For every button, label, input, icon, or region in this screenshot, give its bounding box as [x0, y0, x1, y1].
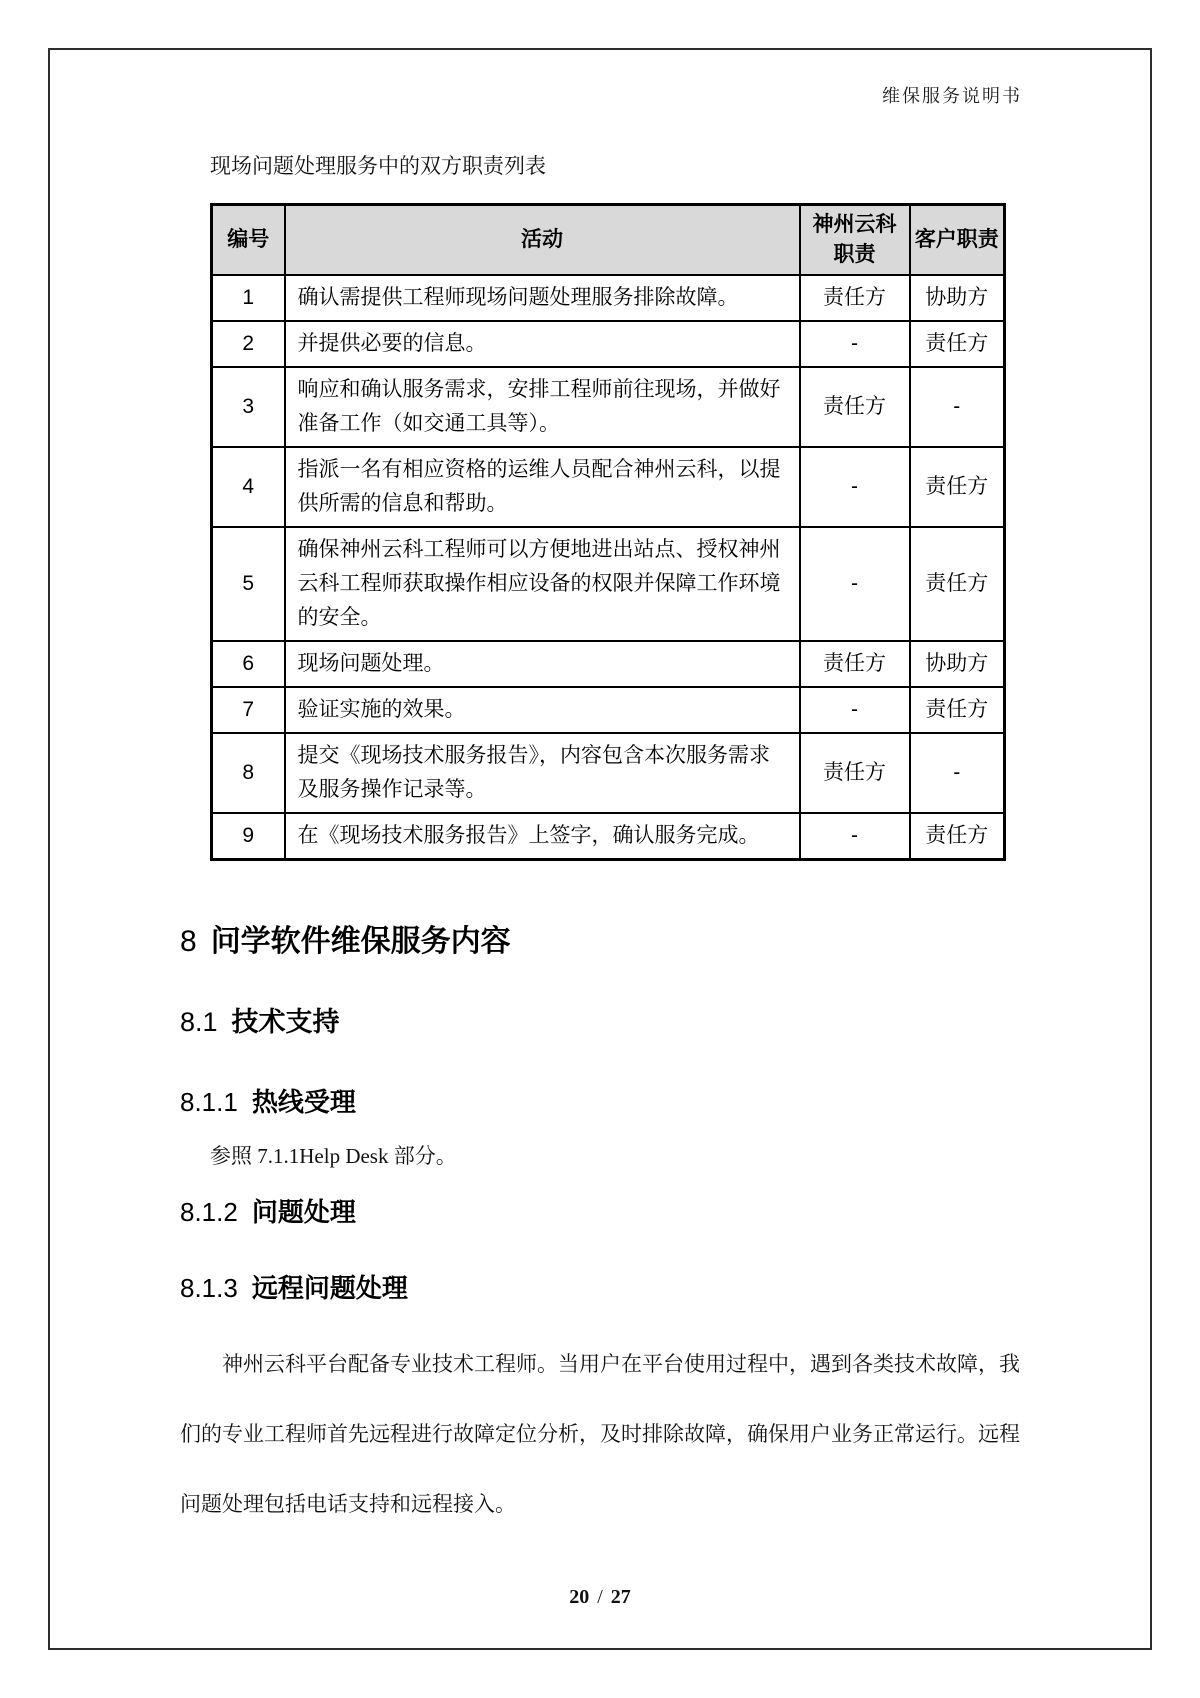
cell-dcloud-resp: -	[800, 447, 910, 527]
header-cell-number: 编号	[212, 205, 285, 276]
cell-dcloud-resp: -	[800, 687, 910, 733]
cell-customer-resp: 责任方	[910, 813, 1005, 860]
table-row	[212, 275, 1005, 321]
cell-number: 3	[212, 367, 285, 447]
page-footer	[0, 1586, 1200, 1609]
cell-activity: 现场问题处理。	[285, 641, 800, 687]
heading-title: 技术支持	[231, 1007, 340, 1037]
table-row	[212, 813, 1005, 860]
cell-number: 9	[212, 813, 285, 860]
cell-customer-resp: -	[910, 733, 1005, 813]
cell-activity: 响应和确认服务需求，安排工程师前往现场，并做好准备工作（如交通工具等）。	[285, 367, 800, 447]
paragraph-line: 神州云科平台配备专业技术工程师。当用户在平台使用过程中，遇到各类技术故障，我	[222, 1353, 1020, 1376]
cell-activity: 确认需提供工程师现场问题处理服务排除故障。	[285, 275, 800, 321]
table-row	[212, 447, 1005, 527]
cell-activity: 确保神州云科工程师可以方便地进出站点、授权神州云科工程师获取操作相应设备的权限并保障工作环境的安全。	[285, 527, 800, 641]
header-cell-activity: 活动	[285, 205, 800, 276]
cell-dcloud-resp: -	[800, 321, 910, 367]
header-cell-customer-responsibility: 客户职责	[910, 205, 1005, 276]
footer-current-page: 20	[569, 1586, 590, 1608]
heading-number: 8.1	[180, 1007, 218, 1037]
heading-number: 8.1.3	[180, 1273, 238, 1303]
paragraph-line: 们的专业工程师首先远程进行故障定位分析，及时排除故障，确保用户业务正常运行。远程	[180, 1423, 1020, 1446]
heading-8-1	[180, 1000, 340, 1039]
heading-8-1-2	[180, 1192, 356, 1229]
cell-dcloud-resp: 责任方	[800, 275, 910, 321]
table-caption: 现场问题处理服务中的双方职责列表	[210, 155, 546, 178]
heading-number: 8.1.1	[180, 1087, 238, 1117]
cell-dcloud-resp: 责任方	[800, 367, 910, 447]
paragraph-hotline-reference: 参照 7.1.1Help Desk 部分。	[210, 1144, 457, 1168]
cell-dcloud-resp: -	[800, 813, 910, 860]
cell-number: 7	[212, 687, 285, 733]
table-row	[212, 641, 1005, 687]
cell-activity: 指派一名有相应资格的运维人员配合神州云科，以提供所需的信息和帮助。	[285, 447, 800, 527]
cell-customer-resp: 责任方	[910, 527, 1005, 641]
cell-activity: 在《现场技术服务报告》上签字，确认服务完成。	[285, 813, 800, 860]
cell-activity: 提交《现场技术服务报告》，内容包含本次服务需求及服务操作记录等。	[285, 733, 800, 813]
responsibility-table	[210, 203, 1006, 861]
cell-dcloud-resp: 责任方	[800, 641, 910, 687]
cell-number: 1	[212, 275, 285, 321]
cell-customer-resp: 协助方	[910, 641, 1005, 687]
cell-activity: 验证实施的效果。	[285, 687, 800, 733]
heading-title: 热线受理	[251, 1087, 356, 1117]
cell-customer-resp: 责任方	[910, 321, 1005, 367]
heading-8-1-1	[180, 1082, 356, 1119]
heading-8	[180, 916, 511, 960]
cell-customer-resp: 责任方	[910, 687, 1005, 733]
table-row	[212, 687, 1005, 733]
table-row	[212, 733, 1005, 813]
cell-number: 2	[212, 321, 285, 367]
heading-title: 问题处理	[251, 1197, 356, 1227]
document-header-title: 维保服务说明书	[882, 86, 1022, 106]
cell-customer-resp: 责任方	[910, 447, 1005, 527]
heading-title: 问学软件维保服务内容	[210, 925, 511, 958]
cell-number: 6	[212, 641, 285, 687]
cell-number: 4	[212, 447, 285, 527]
cell-customer-resp: 协助方	[910, 275, 1005, 321]
heading-title: 远程问题处理	[251, 1273, 408, 1303]
heading-number: 8.1.2	[180, 1197, 238, 1227]
table-row	[212, 321, 1005, 367]
cell-number: 5	[212, 527, 285, 641]
heading-8-1-3	[180, 1268, 408, 1305]
paragraph-line: 问题处理包括电话支持和远程接入。	[180, 1493, 516, 1516]
heading-number: 8	[180, 925, 197, 958]
cell-number: 8	[212, 733, 285, 813]
table-header-row	[212, 205, 1005, 276]
cell-dcloud-resp: -	[800, 527, 910, 641]
cell-activity: 并提供必要的信息。	[285, 321, 800, 367]
header-cell-dcloud-responsibility: 神州云科职责	[800, 205, 910, 276]
paragraph-remote-handling	[180, 1330, 1060, 1540]
cell-customer-resp: -	[910, 367, 1005, 447]
footer-separator: /	[597, 1586, 603, 1608]
cell-dcloud-resp: 责任方	[800, 733, 910, 813]
table-row	[212, 527, 1005, 641]
table-row	[212, 367, 1005, 447]
footer-total-pages: 27	[610, 1586, 631, 1608]
